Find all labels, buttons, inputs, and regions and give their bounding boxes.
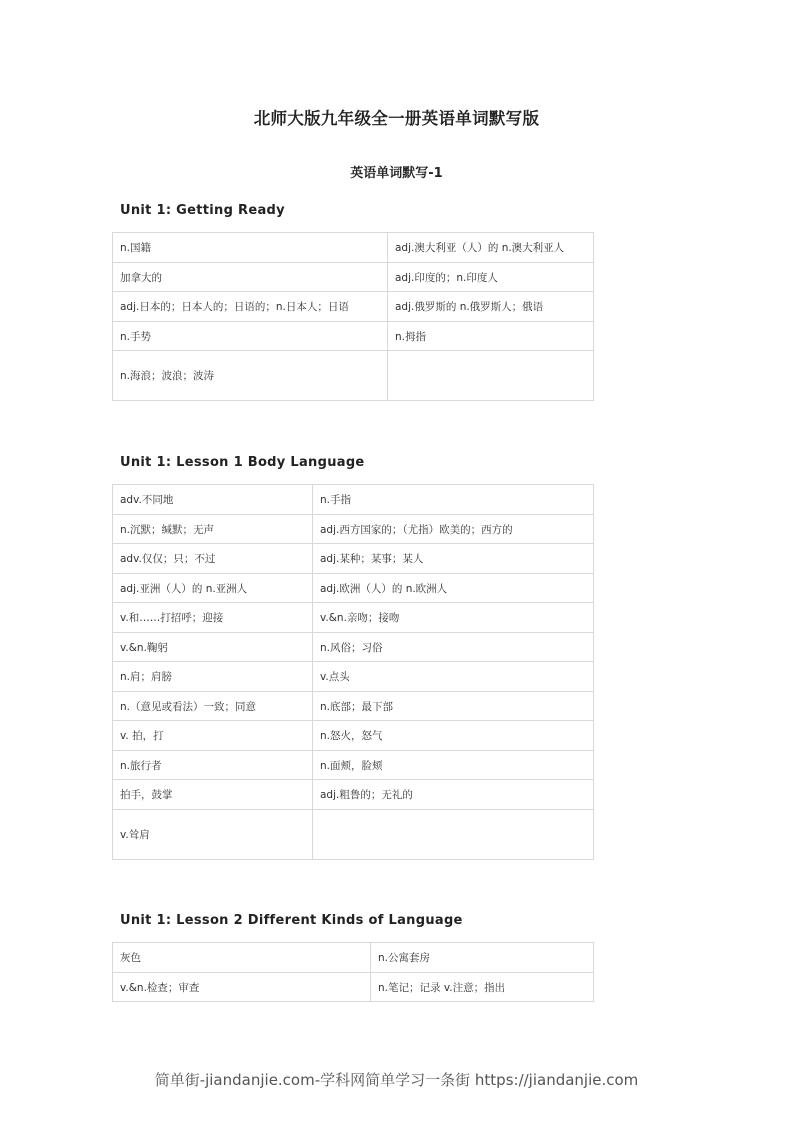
table-cell: 拍手，鼓掌 [113, 780, 313, 810]
section-heading-lesson-1: Unit 1: Lesson 1 Body Language [120, 455, 365, 470]
table-cell: adj.日本的；日本人的；日语的；n.日本人；日语 [113, 292, 388, 322]
table-row [113, 721, 594, 751]
table-cell: adv.不同地 [113, 485, 313, 515]
table-row [113, 322, 594, 351]
vocab-table-lesson-1 [112, 484, 594, 860]
table-cell: v.&n.检查；审查 [113, 973, 371, 1002]
table-cell: v.&n.亲吻；接吻 [313, 603, 594, 633]
table-cell: n.风俗；习俗 [313, 633, 594, 662]
table-row [113, 351, 594, 401]
table-cell: adj.某种；某事；某人 [313, 544, 594, 574]
table-row [113, 692, 594, 721]
table-cell: n.公寓套房 [371, 943, 594, 973]
vocab-table-getting-ready [112, 232, 594, 401]
table-cell: adj.俄罗斯的 n.俄罗斯人；俄语 [388, 292, 594, 322]
table-cell: n.笔记；记录 v.注意；指出 [371, 973, 594, 1002]
table-cell: adv.仅仅；只；不过 [113, 544, 313, 574]
table-cell [388, 351, 594, 401]
table-row [113, 263, 594, 292]
vocab-table-lesson-2 [112, 942, 594, 1002]
table-cell: v.点头 [313, 662, 594, 692]
table-row [113, 485, 594, 515]
table-row [113, 943, 594, 973]
table-cell: adj.印度的；n.印度人 [388, 263, 594, 292]
table-cell: v.和……打招呼；迎接 [113, 603, 313, 633]
document-title: 北师大版九年级全一册英语单词默写版 [253, 109, 540, 128]
table-cell: n.怒火，怒气 [313, 721, 594, 751]
table-cell: n.旅行者 [113, 751, 313, 780]
table-cell: n.（意见或看法）一致；同意 [113, 692, 313, 721]
table-row [113, 662, 594, 692]
table-cell: v. 拍，打 [113, 721, 313, 751]
table-row [113, 973, 594, 1002]
table-cell: v.耸肩 [113, 810, 313, 860]
table-cell: adj.亚洲（人）的 n.亚洲人 [113, 574, 313, 603]
table-cell: 加拿大的 [113, 263, 388, 292]
table-row [113, 751, 594, 780]
section-heading-lesson-2: Unit 1: Lesson 2 Different Kinds of Language [120, 913, 463, 928]
table-cell: adj.粗鲁的；无礼的 [313, 780, 594, 810]
table-row [113, 292, 594, 322]
table-cell: 灰色 [113, 943, 371, 973]
table-cell: n.面颊，脸颊 [313, 751, 594, 780]
table-cell [313, 810, 594, 860]
table-cell: n.海浪；波浪；波涛 [113, 351, 388, 401]
table-cell: v.&n.鞠躬 [113, 633, 313, 662]
table-cell: adj.欧洲（人）的 n.欧洲人 [313, 574, 594, 603]
footer-watermark: 简单街-jiandanjie.com-学科网简单学习一条街 https://jiandanjie.com [154, 1071, 639, 1089]
section-heading-getting-ready: Unit 1: Getting Ready [120, 203, 285, 218]
table-cell: adj.西方国家的；（尤指）欧美的；西方的 [313, 515, 594, 544]
table-row [113, 603, 594, 633]
table-row [113, 780, 594, 810]
table-cell: n.肩；肩膀 [113, 662, 313, 692]
table-row [113, 633, 594, 662]
table-cell: n.手指 [313, 485, 594, 515]
document-subtitle: 英语单词默写-1 [350, 166, 443, 181]
table-cell: n.国籍 [113, 233, 388, 263]
table-row [113, 233, 594, 263]
table-cell: n.拇指 [388, 322, 594, 351]
table-cell: adj.澳大利亚（人）的 n.澳大利亚人 [388, 233, 594, 263]
table-cell: n.沉默；缄默；无声 [113, 515, 313, 544]
table-row [113, 515, 594, 544]
table-row [113, 574, 594, 603]
table-cell: n.底部；最下部 [313, 692, 594, 721]
table-row [113, 544, 594, 574]
table-row [113, 810, 594, 860]
table-cell: n.手势 [113, 322, 388, 351]
